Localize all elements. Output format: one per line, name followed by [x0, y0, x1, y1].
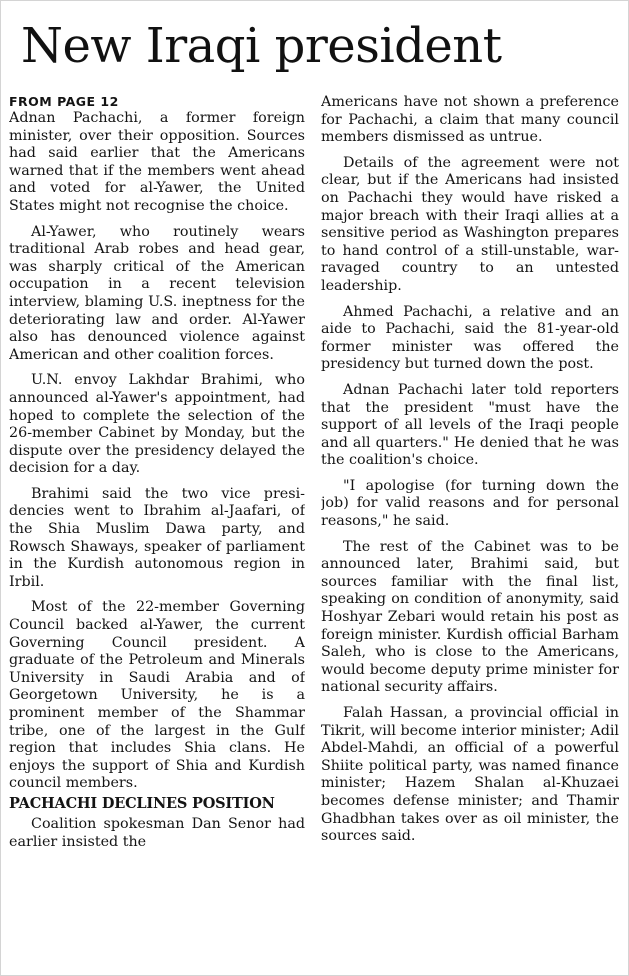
continuation-kicker: FROM PAGE 12 [9, 94, 119, 109]
article-paragraph: U.N. envoy Lakhdar Brahimi, who announced al-Yawer's appointment, had hoped to complete the selection of the 26-member Cabinet by Monday, but the dispute over the presidency delayed the decision for a day. [9, 372, 305, 477]
headline: New Iraqi president [21, 18, 502, 74]
article-paragraph: Brahimi said the two vice presidencies went to Ibrahim al-Jaafari, of the Shia Muslim Dawa party, and Rowsch Shaways, speaker of parliament in the Kurdish autonomous region in Irbil. [9, 485, 305, 590]
article-paragraph: Al-Yawer, who routinely wears traditional Arab robes and head gear, was sharply critical of the American occupation in a recent television interview, blaming U.S. ineptness for the deteriorating law and order. Al-Yawer also has denounced violence against American and other coalition forces. [9, 223, 305, 363]
article-paragraph: Falah Hassan, a provincial official in Tikrit, will become interior minister; Adil Abdel-Mahdi, an official of a powerful Shiite political party, was named finance minister; Hazem Shalan al-Khuzaei becomes defense minister; and Thamir Ghadbhan takes over as oil minister, the sources said. [321, 705, 619, 845]
article-paragraph: Coalition spokesman Dan Senor had earlier insisted the [9, 815, 305, 850]
article-paragraph: Details of the agreement were not clear, but if the Americans had insisted on Pachachi they would have risked a major breach with their Iraqi allies at a sensitive period as Washington prepares to hand control of a still-unstable, war-ravaged country to an untested leadership. [321, 154, 619, 294]
article-paragraph: Ahmed Pachachi, a relative and an aide to Pachachi, said the 81-year-old former minister was offered the presidency but turned down the post. [321, 303, 619, 373]
article-paragraph: Adnan Pachachi, a former foreign minister, over their opposition. Sources had said earlier that the Americans warned that if the members went ahead and voted for al-Yawer, the United States might not recognise the choice. [9, 110, 305, 214]
article-paragraph: Most of the 22-member Governing Council backed al-Yawer, the current Governing Council president. A graduate of the Petroleum and Minerals University in Saudi Arabia and of Georgetown University, he is a prominent member of the Shammar tribe, one of the largest in the Gulf region that includes Shia clans. He enjoys the support of Shia and Kurdish council members. [9, 599, 305, 792]
article-column-right [321, 94, 619, 972]
article-paragraph: Adnan Pachachi later told reporters that the president "must have the support of all levels of the Iraqi people and all quarters." He denied that he was the coalition's choice. [321, 381, 619, 469]
section-subhead: PACHACHI DECLINES POSITION [9, 794, 275, 812]
article-column-left [9, 94, 305, 972]
article-paragraph: Americans have not shown a preference for Pachachi, a claim that many council members dismissed as untrue. [321, 94, 619, 146]
article-paragraph: "I apologise (for turning down the job) for valid reasons and for personal reasons," he said. [321, 477, 619, 530]
article-paragraph: The rest of the Cabinet was to be announced later, Brahimi said, but sources familiar with the final list, speaking on condition of anonymity, said Hoshyar Zebari would retain his post as foreign minister. Kurdish official Barham Saleh, who is close to the Americans, would become deputy prime minister for national security affairs. [321, 538, 619, 696]
